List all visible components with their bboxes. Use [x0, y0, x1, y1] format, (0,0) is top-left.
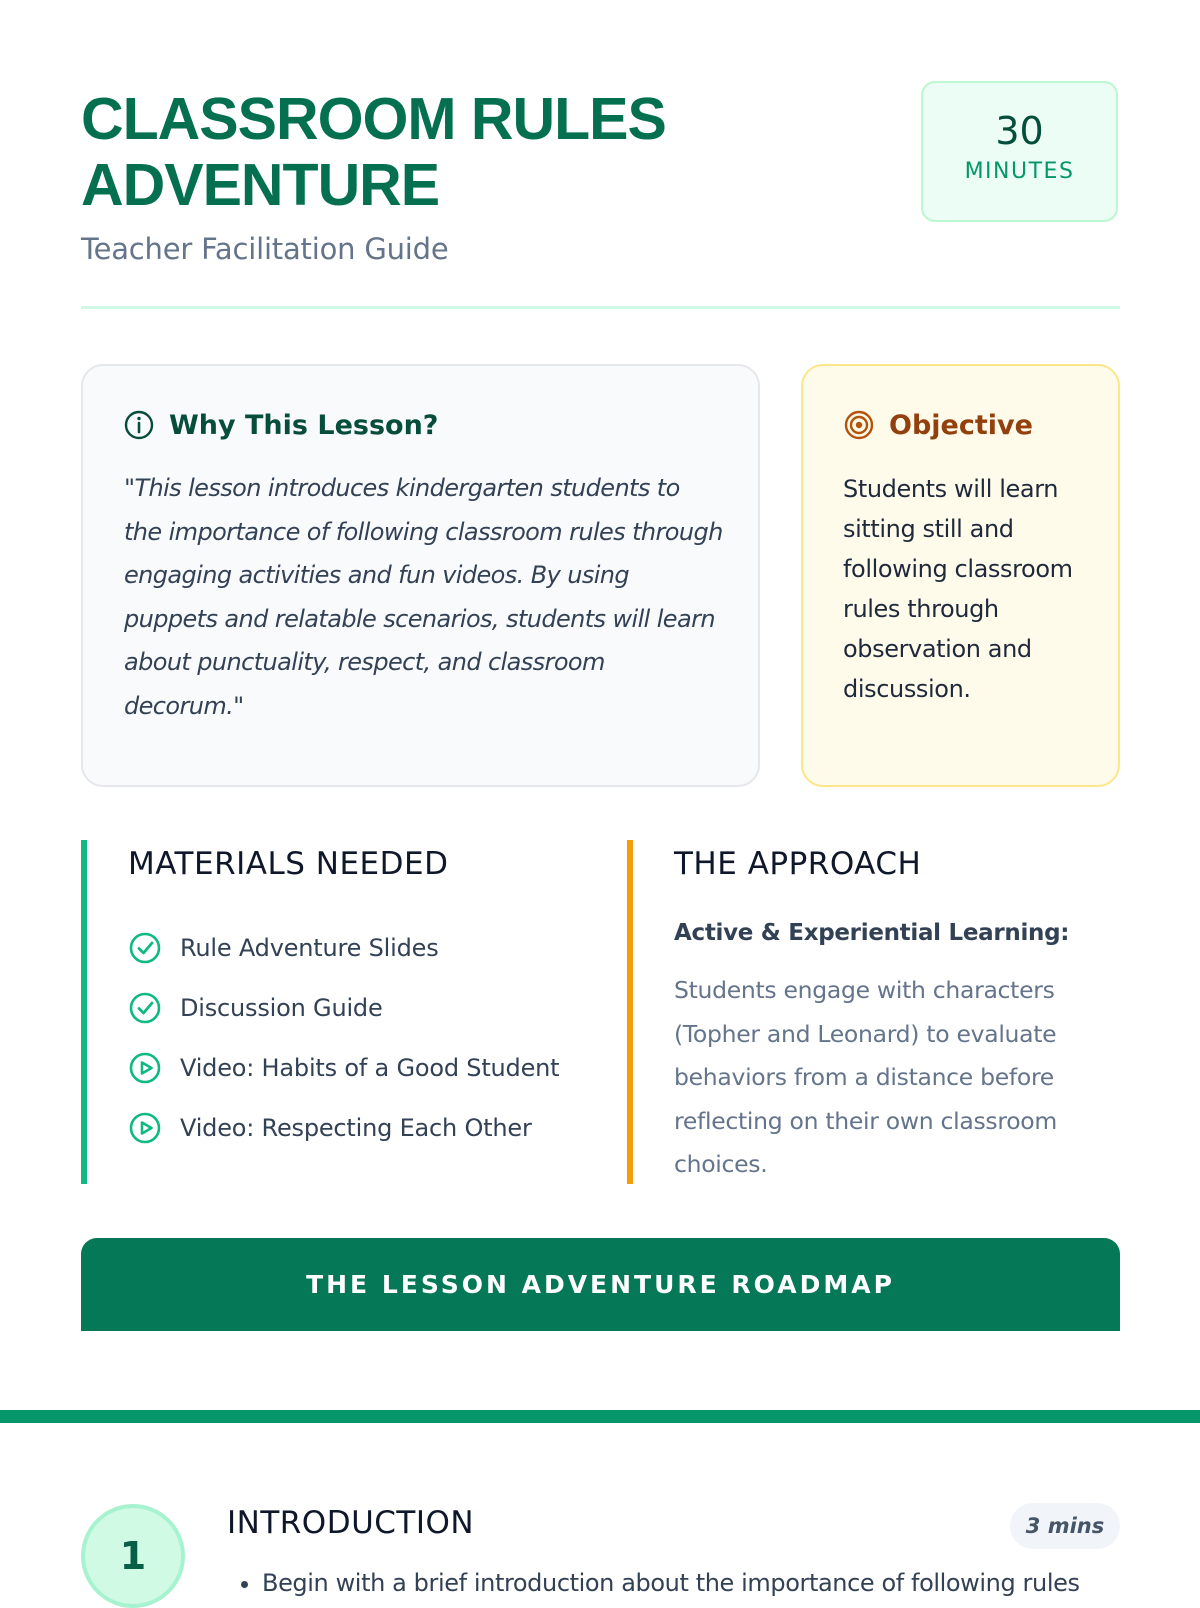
page-title [81, 86, 841, 218]
duration-unit: MINUTES [964, 159, 1075, 184]
info-icon [123, 409, 155, 441]
check-circle-icon [128, 991, 162, 1025]
approach-subtitle: Active & Experiential Learning: [674, 920, 1070, 946]
approach-title: THE APPROACH [674, 846, 922, 882]
material-label: Video: Habits of a Good Student [180, 1054, 560, 1082]
play-circle-icon [128, 1051, 162, 1085]
page-title-line2: ADVENTURE [81, 152, 440, 218]
why-lesson-text: "This lesson introduces kindergarten students to the importance of following classroom rules through engaging activities and fun videos. By using puppets and relatable scenarios, students will learn about punctuality, respect, and classroom decorum." [124, 474, 723, 720]
why-lesson-title: Why This Lesson? [169, 409, 439, 441]
header [81, 86, 841, 266]
materials-list [128, 918, 559, 1158]
page-title-line1: CLASSROOM RULES [81, 86, 666, 152]
duration-value: 30 [995, 109, 1044, 153]
step-time-badge: 3 mins [1010, 1503, 1120, 1549]
section-divider-band [0, 1410, 1200, 1423]
material-label: Discussion Guide [180, 994, 383, 1022]
duration-badge [921, 81, 1118, 222]
why-lesson-header [123, 409, 438, 441]
objective-card [801, 364, 1120, 787]
page-subtitle: Teacher Facilitation Guide [81, 232, 449, 266]
roadmap-banner: THE LESSON ADVENTURE ROADMAP [81, 1238, 1120, 1331]
material-label: Rule Adventure Slides [180, 934, 439, 962]
approach-section [627, 840, 1127, 1184]
why-lesson-card [81, 364, 760, 787]
step-number-badge [81, 1504, 185, 1608]
materials-title: MATERIALS NEEDED [128, 846, 449, 882]
list-item [128, 918, 559, 978]
approach-text: Students engage with characters (Topher and Leonard) to evaluate behaviors from a distance before reflecting on their own classroom choices. [674, 976, 1057, 1178]
play-circle-icon [128, 1111, 162, 1145]
check-circle-icon [128, 931, 162, 965]
list-item: • Begin with a brief introduction about the importance of following rules [262, 1563, 1142, 1603]
list-item [128, 1038, 559, 1098]
list-item [128, 978, 559, 1038]
material-label: Video: Respecting Each Other [180, 1114, 532, 1142]
step-number: 1 [119, 1534, 147, 1578]
list-item [128, 1098, 559, 1158]
target-icon [843, 409, 875, 441]
step-bullets [232, 1563, 1142, 1603]
step-title: INTRODUCTION [227, 1505, 475, 1541]
objective-header [843, 409, 1033, 441]
header-divider [81, 306, 1120, 309]
materials-section [81, 840, 561, 1184]
objective-title: Objective [889, 409, 1033, 441]
objective-text: Students will learn sitting still and following classroom rules through observation and discussion. [843, 475, 1073, 703]
